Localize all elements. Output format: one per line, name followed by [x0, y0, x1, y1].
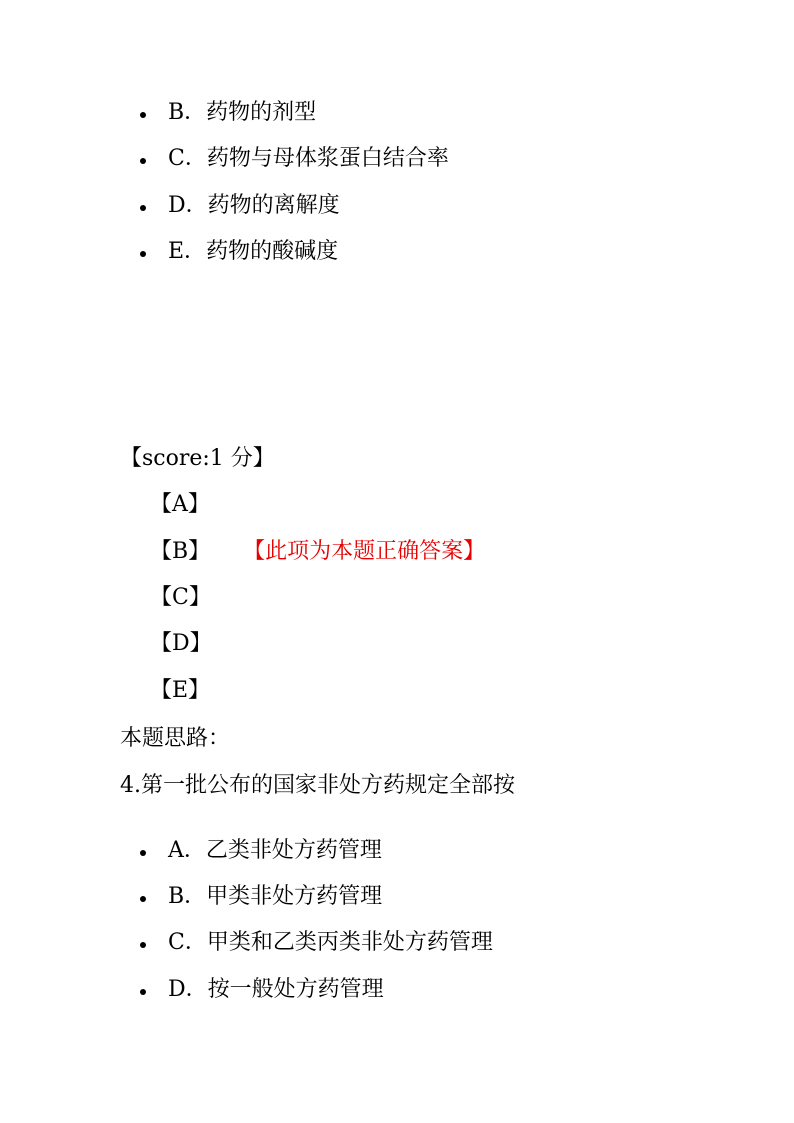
bullet-icon [140, 251, 146, 257]
answer-e: 【E】 [150, 678, 211, 703]
q4-option-c: C．甲类和乙类丙类非处方药管理 [140, 928, 493, 958]
answer-b-label: 【B】 [150, 539, 211, 564]
answer-b [150, 537, 485, 567]
q3-option-c: C．药物与母体浆蛋白结合率 [140, 144, 449, 174]
score-label: 【score:1 分】 [120, 446, 275, 471]
bullet-icon [140, 989, 146, 995]
bullet-icon [140, 850, 146, 856]
answer-c: 【C】 [150, 585, 211, 610]
q4-option-b: B．甲类非处方药管理 [140, 882, 382, 912]
bullet-icon [140, 896, 146, 902]
question-4-title: 4.第一批公布的国家非处方药规定全部按 [120, 773, 515, 798]
q3-option-e: E．药物的酸碱度 [140, 237, 338, 267]
bullet-icon [140, 112, 146, 118]
bullet-icon [140, 205, 146, 211]
bullet-icon [140, 158, 146, 164]
answer-d: 【D】 [150, 631, 212, 656]
bullet-icon [140, 942, 146, 948]
explanation-label: 本题思路： [120, 726, 231, 751]
q4-option-d: D．按一般处方药管理 [140, 975, 384, 1005]
q3-option-d: D．药物的离解度 [140, 191, 340, 221]
q3-option-b: B．药物的剂型 [140, 98, 316, 128]
answer-a: 【A】 [150, 492, 210, 517]
correct-answer-note: 【此项为本题正确答案】 [254, 539, 486, 564]
q4-option-a: A．乙类非处方药管理 [140, 836, 382, 866]
